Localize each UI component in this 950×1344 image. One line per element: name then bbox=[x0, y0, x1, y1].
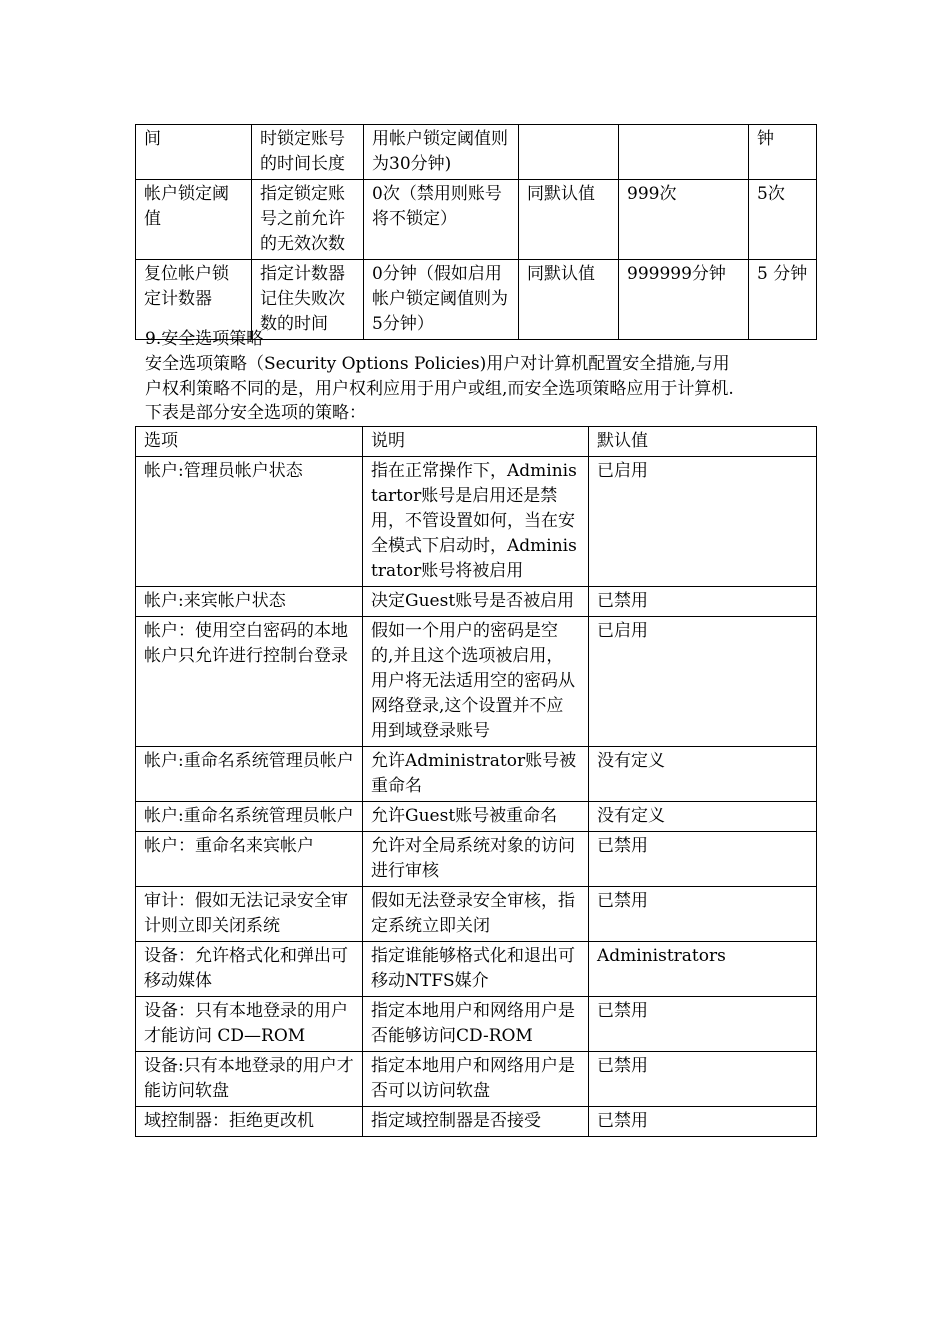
default-cell: 已禁用 bbox=[589, 832, 817, 887]
default-cell: 已禁用 bbox=[589, 887, 817, 942]
table-cell: 指定锁定账号之前允许的无效次数 bbox=[252, 180, 364, 260]
table-cell: 0次（禁用则账号将不锁定） bbox=[364, 180, 519, 260]
description-cell: 允许对全局系统对象的访问进行审核 bbox=[363, 832, 589, 887]
table-cell: 0分钟（假如启用帐户锁定阈值则为5分钟） bbox=[364, 260, 519, 340]
option-cell: 帐户:来宾帐户状态 bbox=[136, 587, 363, 617]
default-cell: 没有定义 bbox=[589, 747, 817, 802]
table-row bbox=[136, 747, 817, 802]
description-cell: 指定谁能够格式化和退出可移动NTFS媒介 bbox=[363, 942, 589, 997]
default-cell: Administrators bbox=[589, 942, 817, 997]
column-header: 选项 bbox=[136, 427, 363, 457]
table-cell: 999999分钟 bbox=[619, 260, 749, 340]
option-cell: 帐户:重命名系统管理员帐户 bbox=[136, 747, 363, 802]
table-cell: 指定计数器记住失败次数的时间 bbox=[252, 260, 364, 340]
description-cell: 指定域控制器是否接受 bbox=[363, 1107, 589, 1137]
table-cell: 复位帐户锁定计数器 bbox=[136, 260, 252, 340]
default-cell: 没有定义 bbox=[589, 802, 817, 832]
description-cell: 假如一个用户的密码是空的,并且这个选项被启用，用户将无法适用空的密码从网络登录,这个设置并不应用到域登录账号 bbox=[363, 617, 589, 747]
lockout-policy-table bbox=[135, 124, 817, 340]
paragraph-line: 户权利策略不同的是，用户权利应用于用户或组,而安全选项策略应用于计算机. bbox=[145, 379, 734, 399]
table-row bbox=[136, 997, 817, 1052]
option-cell: 帐户：使用空白密码的本地帐户只允许进行控制台登录 bbox=[136, 617, 363, 747]
table-row bbox=[136, 887, 817, 942]
table-cell: 时锁定账号的时间长度 bbox=[252, 125, 364, 180]
table-cell bbox=[619, 125, 749, 180]
option-cell: 设备:只有本地登录的用户才能访问软盘 bbox=[136, 1052, 363, 1107]
default-cell: 已禁用 bbox=[589, 587, 817, 617]
table-row bbox=[136, 1107, 817, 1137]
table-row bbox=[136, 180, 817, 260]
column-header: 默认值 bbox=[589, 427, 817, 457]
column-header: 说明 bbox=[363, 427, 589, 457]
description-cell: 指在正常操作下，Administartor账号是启用还是禁用，不管设置如何，当在安全模式下启动时，Administrator账号将被启用 bbox=[363, 457, 589, 587]
default-cell: 已启用 bbox=[589, 617, 817, 747]
table-row bbox=[136, 832, 817, 887]
table-cell: 用帐户锁定阈值则为30分钟) bbox=[364, 125, 519, 180]
table-row bbox=[136, 802, 817, 832]
default-cell: 已禁用 bbox=[589, 997, 817, 1052]
paragraph-line: 下表是部分安全选项的策略： bbox=[145, 403, 366, 423]
description-cell: 指定本地用户和网络用户是否可以访问软盘 bbox=[363, 1052, 589, 1107]
description-cell: 决定Guest账号是否被启用 bbox=[363, 587, 589, 617]
table-row bbox=[136, 457, 817, 587]
table-row bbox=[136, 587, 817, 617]
paragraph-line: 安全选项策略（Security Options Policies)用户对计算机配置安全措施,与用 bbox=[145, 354, 730, 374]
table-cell: 同默认值 bbox=[519, 260, 619, 340]
table-header-row bbox=[136, 427, 817, 457]
table-cell bbox=[519, 125, 619, 180]
table-row bbox=[136, 617, 817, 747]
option-cell: 设备：只有本地登录的用户才能访问 CD—ROM bbox=[136, 997, 363, 1052]
table-cell: 同默认值 bbox=[519, 180, 619, 260]
section-heading: 9.安全选项策略 bbox=[145, 329, 264, 349]
option-cell: 审计：假如无法记录安全审计则立即关闭系统 bbox=[136, 887, 363, 942]
default-cell: 已禁用 bbox=[589, 1107, 817, 1137]
table-cell: 钟 bbox=[749, 125, 817, 180]
option-cell: 帐户:管理员帐户状态 bbox=[136, 457, 363, 587]
table-cell: 帐户锁定阈值 bbox=[136, 180, 252, 260]
table-row bbox=[136, 942, 817, 997]
option-cell: 域控制器：拒绝更改机 bbox=[136, 1107, 363, 1137]
option-cell: 帐户:重命名系统管理员帐户 bbox=[136, 802, 363, 832]
description-cell: 允许Guest账号被重命名 bbox=[363, 802, 589, 832]
option-cell: 设备：允许格式化和弹出可移动媒体 bbox=[136, 942, 363, 997]
table-cell: 5 分钟 bbox=[749, 260, 817, 340]
description-cell: 指定本地用户和网络用户是否能够访问CD-ROM bbox=[363, 997, 589, 1052]
default-cell: 已禁用 bbox=[589, 1052, 817, 1107]
table-row bbox=[136, 125, 817, 180]
option-cell: 帐户：重命名来宾帐户 bbox=[136, 832, 363, 887]
description-cell: 允许Administrator账号被重命名 bbox=[363, 747, 589, 802]
table-cell: 5次 bbox=[749, 180, 817, 260]
table-row bbox=[136, 1052, 817, 1107]
table-cell: 999次 bbox=[619, 180, 749, 260]
security-options-table bbox=[135, 426, 817, 1137]
table-cell: 间 bbox=[136, 125, 252, 180]
description-cell: 假如无法登录安全审核，指定系统立即关闭 bbox=[363, 887, 589, 942]
default-cell: 已启用 bbox=[589, 457, 817, 587]
